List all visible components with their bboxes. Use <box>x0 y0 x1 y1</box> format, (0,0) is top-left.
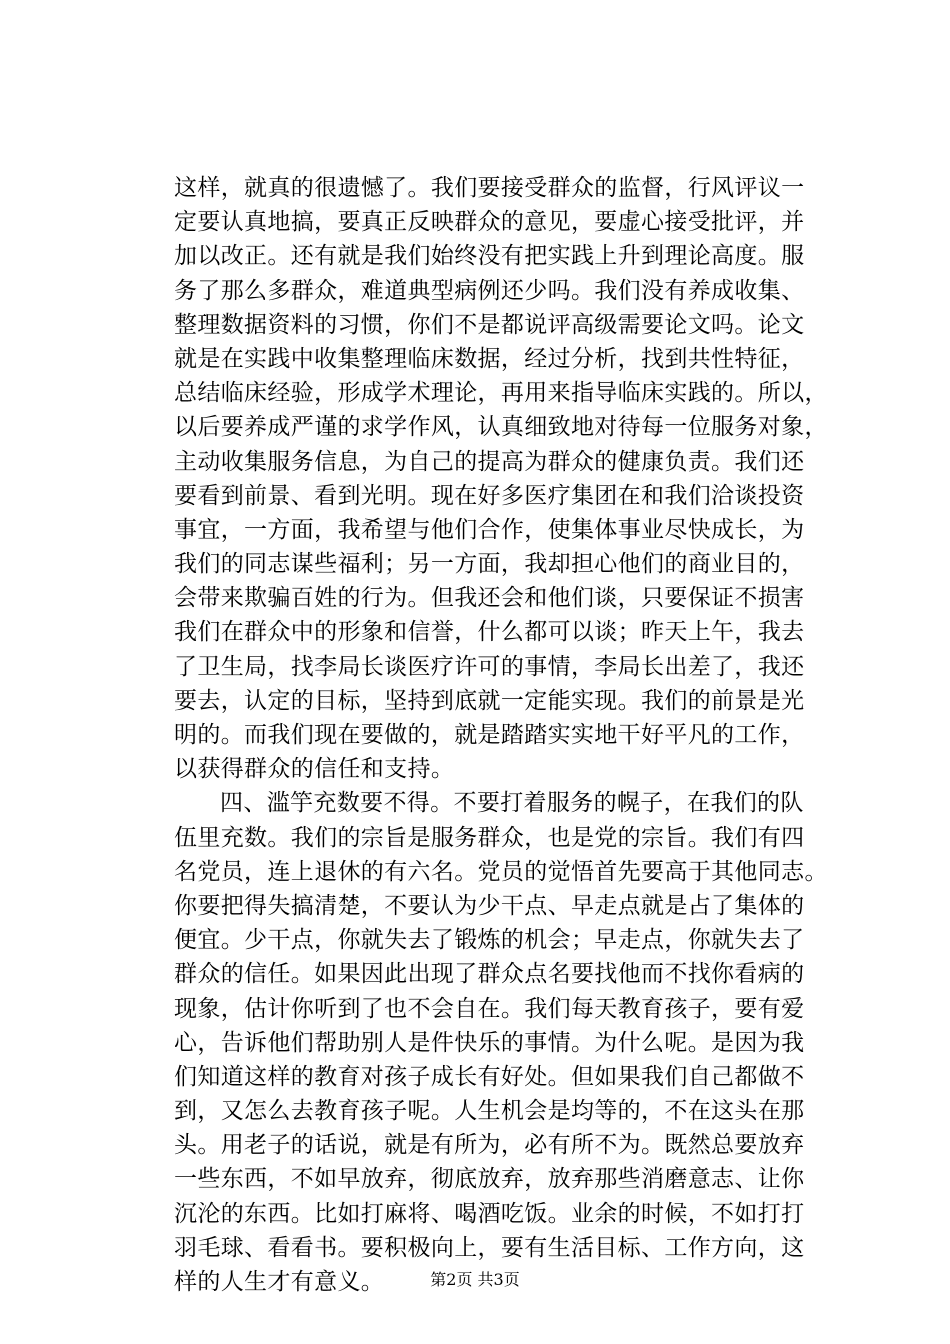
text-line: 羽毛球、看看书。要积极向上，要有生活目标、工作方向，这 <box>174 1234 805 1261</box>
text-line: 我们的同志谋些福利；另一方面，我却担心他们的商业目的， <box>174 551 805 578</box>
paragraph-first-line: 四、滥竽充数要不得。不要打着服务的幌子，在我们的队 <box>220 790 804 817</box>
text-line: 要去，认定的目标，坚持到底就一定能实现。我们的前景是光 <box>174 687 805 714</box>
text-line: 群众的信任。如果因此出现了群众点名要找他而不找你看病的 <box>174 961 805 988</box>
text-line: 一些东西，不如早放弃，彻底放弃，放弃那些消磨意志、让你 <box>174 1166 805 1193</box>
text-line: 整理数据资料的习惯，你们不是都说评高级需要论文吗。论文 <box>174 311 805 338</box>
text-line: 要看到前景、看到光明。现在好多医疗集团在和我们洽谈投资 <box>174 482 805 509</box>
text-line: 以获得群众的信任和支持。 <box>174 756 455 783</box>
text-line: 名党员，连上退休的有六名。党员的觉悟首先要高于其他同志。 <box>174 858 828 885</box>
text-line: 便宜。少干点，你就失去了锻炼的机会；早走点，你就失去了 <box>174 927 805 954</box>
text-line: 样的人生才有意义。 <box>174 1269 385 1295</box>
text-line: 会带来欺骗百姓的行为。但我还会和他们谈，只要保证不损害 <box>174 585 805 612</box>
text-line: 到，又怎么去教育孩子呢。人生机会是均等的，不在这头在那 <box>174 1098 805 1125</box>
text-line: 总结临床经验，形成学术理论，再用来指导临床实践的。所以， <box>174 380 828 407</box>
text-line: 你要把得失搞清楚，不要认为少干点、早走点就是占了集体的 <box>174 892 805 919</box>
text-line: 们知道这样的教育对孩子成长有好处。但如果我们自己都做不 <box>174 1063 805 1090</box>
text-line: 加以改正。还有就是我们始终没有把实践上升到理论高度。服 <box>174 243 805 270</box>
text-line: 现象，估计你听到了也不会自在。我们每天教育孩子，要有爱 <box>174 995 805 1022</box>
text-line: 伍里充数。我们的宗旨是服务群众，也是党的宗旨。我们有四 <box>174 824 805 851</box>
text-line: 事宜，一方面，我希望与他们合作，使集体事业尽快成长，为 <box>174 516 805 543</box>
text-line: 务了那么多群众，难道典型病例还少吗。我们没有养成收集、 <box>174 277 805 304</box>
text-line: 明的。而我们现在要做的，就是踏踏实实地干好平凡的工作， <box>174 722 805 748</box>
text-line: 定要认真地搞，要真正反映群众的意见，要虚心接受批评，并 <box>174 209 805 236</box>
text-line: 我们在群众中的形象和信誉，什么都可以谈；昨天上午，我去 <box>174 619 805 646</box>
body-text <box>174 171 864 1299</box>
text-line: 沉沦的东西。比如打麻将、喝酒吃饭。业余的时候，不如打打 <box>174 1200 805 1227</box>
text-line: 了卫生局，找李局长谈医疗许可的事情，李局长出差了，我还 <box>174 653 805 680</box>
text-line: 头。用老子的话说，就是有所为，必有所不为。既然总要放弃 <box>174 1132 805 1159</box>
text-line: 这样，就真的很遗憾了。我们要接受群众的监督，行风评议一 <box>174 175 805 201</box>
page-number-footer: 第2页 共3页 <box>430 1270 520 1289</box>
text-line: 主动收集服务信息，为自己的提高为群众的健康负责。我们还 <box>174 448 805 475</box>
text-line: 心，告诉他们帮助别人是件快乐的事情。为什么呢。是因为我 <box>174 1029 805 1056</box>
text-line: 以后要养成严谨的求学作风，认真细致地对待每一位服务对象， <box>174 414 828 441</box>
text-line: 就是在实践中收集整理临床数据，经过分析，找到共性特征， <box>174 345 805 372</box>
